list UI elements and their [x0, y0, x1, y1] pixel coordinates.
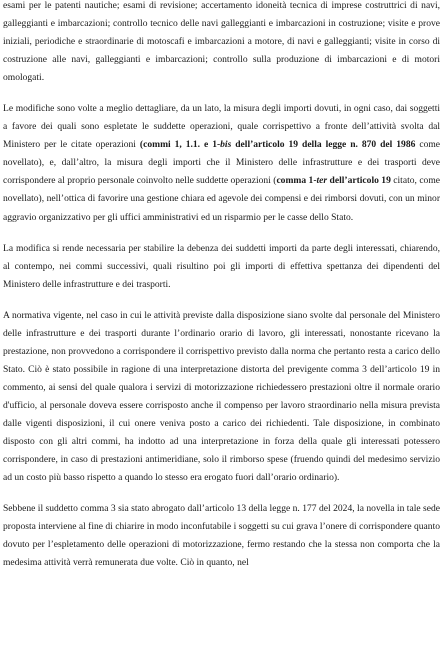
paragraph-2-bold-comma: comma 1- [276, 175, 317, 187]
paragraph-1-text: esami per le patenti nautiche; esami di revisione; accertamento idoneità tecnica di imprese costruttrici di navi, galleggianti e imbarcazioni; controllo tecnico delle navi galleggianti e imbarcazioni in costruzione; visite e prove iniziali, periodiche e straordinarie di motoscafi e imbarcazioni a motore, di navi e galleggianti; visite in corso di costruzione alle navi, galleggianti e imbarcazioni; controllo sulla produzione di imbarcazioni e di motori omologati. [3, 0, 440, 84]
paragraph-2-text-c: citato, come novellato), nell’ottica di favorire una gestione chiara ed agevole dei compensi e dei rimborsi dovuti, con un minor aggravio organizzativo per gli uffici amministrativi ed un risparmio per le casse dello Stato. [3, 175, 440, 223]
paragraph-2 [3, 100, 440, 226]
document-page [3, 0, 440, 572]
paragraph-3-text: La modifica si rende necessaria per stabilire la debenza dei suddetti importi da parte degli interessati, chiarendo, al contempo, nei commi successivi, quali risultino poi gli importi di effettiva spettanza dei dipendenti del Ministero delle infrastrutture e dei trasporti. [3, 242, 440, 290]
paragraph-2-text-a: Le modifiche sono volte a meglio dettagliare, da un lato, la misura degli importi dovuti, in ogni caso, dai soggetti a favore dei quali sono espletate le suddette operazioni, quale corrispettivo a fronte dell’attività svolta dal Ministero per le citate operazioni [3, 103, 440, 151]
paragraph-2-bold-legge: dell’articolo 19 della legge n. 870 del 1986 [231, 139, 416, 151]
paragraph-1 [3, 0, 440, 87]
paragraph-4 [3, 307, 440, 487]
paragraph-2-bold-italic-bis: bis [220, 139, 232, 151]
paragraph-gap [3, 294, 440, 307]
paragraph-2-bold-commi: (commi 1, 1.1. e 1- [139, 139, 221, 151]
paragraph-2-bold-articolo: dell’articolo 19 [327, 175, 391, 187]
paragraph-2-text-b: come novellato), e, dall’altro, la misura degli importi che il Ministero delle infrastrutture e dei trasporti deve corrispondere al proprio personale coinvolto nelle suddette operazioni ( [3, 139, 440, 187]
paragraph-gap [3, 487, 440, 500]
paragraph-5 [3, 500, 440, 572]
paragraph-3 [3, 240, 440, 294]
paragraph-gap [3, 227, 440, 240]
paragraph-gap [3, 87, 440, 100]
paragraph-5-text: Sebbene il suddetto comma 3 sia stato abrogato dall’articolo 13 della legge n. 177 del 2024, la novella in tale sede proposta interviene al fine di chiarire in modo inconfutabile i soggetti su cui grava l’onere di corrispondere quanto dovuto per l’espletamento delle operazioni di motorizzazione, fermo restando che la stessa non comporta che la medesima attività verrà remunerata due volte. Ciò in quanto, nel [3, 503, 440, 569]
paragraph-4-text: A normativa vigente, nel caso in cui le attività previste dalla disposizione siano svolte dal personale del Ministero delle infrastrutture e dei trasporti durante l’ordinario orario di lavoro, gli interessati, nonostante ricevano la prestazione, non provvedono a corrispondere il corrispettivo previsto dalla norma che pertanto resta a carico dello Stato. Ciò è stato possibile in ragione di una interpretazione distorta del previgente comma 3 dell’articolo 19 in commento, ai sensi del quale qualora i servizi di motorizzazione richiedessero prestazioni oltre il normale orario d'ufficio, al personale doveva essere corrisposto anche il compenso per lavoro straordinario nella misura prevista dalle vigenti disposizioni, il cui onere veniva posto a carico dei richiedenti. Tale disposizione, in combinato disposto con gli altri commi, ha indotto ad una interpretazione in forza della quale gli interessati potessero corrispondere, in caso di prestazioni antimeridiane, solo il rimborso spese (fruendo quindi del medesimo servizio ad un costo più basso rispetto a quando lo stesso era erogato fuori dall’orario ordinario). [3, 309, 440, 484]
paragraph-2-bold-italic-ter: ter [316, 175, 328, 187]
